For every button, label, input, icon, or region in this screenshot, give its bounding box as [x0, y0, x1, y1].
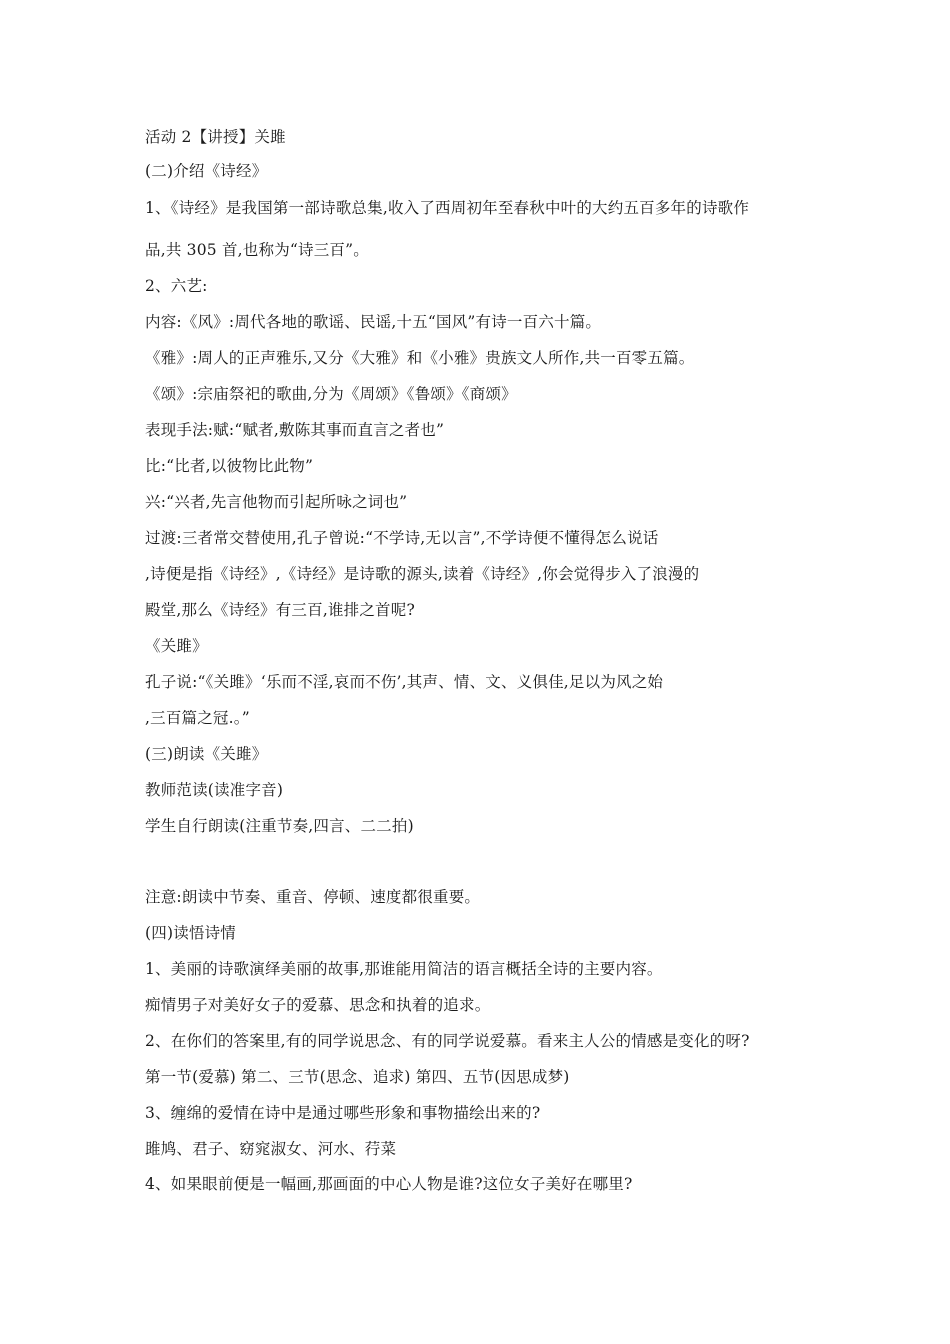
paragraph-line: 第一节(爱慕) 第二、三节(思念、追求) 第四、五节(因思成梦)	[145, 1068, 570, 1086]
paragraph-line: 2、在你们的答案里,有的同学说思念、有的同学说爱慕。看来主人公的情感是变化的呀?	[145, 1032, 750, 1050]
paragraph-line: 雎鸠、君子、窈窕淑女、河水、荇菜	[145, 1140, 397, 1158]
paragraph-line: 内容:《风》:周代各地的歌谣、民谣,十五“国风”有诗一百六十篇。	[145, 313, 602, 331]
section-heading-activity-2: 活动 2【讲授】关雎	[145, 128, 286, 146]
paragraph-line: 《颂》:宗庙祭祀的歌曲,分为《周颂》《鲁颂》《商颂》	[145, 385, 517, 403]
paragraph-line: 学生自行朗读(注重节奏,四言、二二拍)	[145, 817, 414, 835]
paragraph-line: 比:“比者,以彼物比此物”	[145, 457, 314, 475]
paragraph-line: 兴:“兴者,先言他物而引起所咏之词也”	[145, 493, 408, 511]
paragraph-line: 《关雎》	[145, 637, 208, 655]
paragraph-line: 殿堂,那么《诗经》有三百,谁排之首呢?	[145, 601, 415, 619]
paragraph-line: 1、《诗经》是我国第一部诗歌总集,收入了西周初年至春秋中叶的大约五百多年的诗歌作	[145, 199, 750, 217]
paragraph-line: 3、缠绵的爱情在诗中是通过哪些形象和事物描绘出来的?	[145, 1104, 541, 1122]
paragraph-line: 痴情男子对美好女子的爱慕、思念和执着的追求。	[145, 996, 491, 1014]
paragraph-line: 注意:朗读中节奏、重音、停顿、速度都很重要。	[145, 888, 481, 906]
subheading-reading: (三)朗读《关雎》	[145, 745, 268, 763]
paragraph-line: 过渡:三者常交替使用,孔子曾说:“不学诗,无以言”,不学诗便不懂得怎么说话	[145, 529, 659, 547]
paragraph-line: 1、美丽的诗歌演绎美丽的故事,那谁能用简洁的语言概括全诗的主要内容。	[145, 960, 663, 978]
paragraph-line: 表现手法:赋:“赋者,敷陈其事而直言之者也”	[145, 421, 445, 439]
paragraph-line: ,诗便是指《诗经》,《诗经》是诗歌的源头,读着《诗经》,你会觉得步入了浪漫的	[145, 565, 700, 583]
subheading-poem-feeling: (四)读悟诗情	[145, 924, 236, 942]
paragraph-line: 《雅》:周人的正声雅乐,又分《大雅》和《小雅》贵族文人所作,共一百零五篇。	[145, 349, 695, 367]
subheading-intro-shijing: (二)介绍《诗经》	[145, 162, 268, 180]
paragraph-line: 品,共 305 首,也称为“诗三百”。	[145, 241, 369, 259]
paragraph-line: ,三百篇之冠.。”	[145, 709, 250, 727]
paragraph-line: 4、如果眼前便是一幅画,那画面的中心人物是谁?这位女子美好在哪里?	[145, 1175, 633, 1193]
paragraph-line: 2、六艺:	[145, 277, 208, 295]
paragraph-line: 教师范读(读准字音)	[145, 781, 284, 799]
paragraph-line: 孔子说:“《关雎》‘乐而不淫,哀而不伤’,其声、情、文、义俱佳,足以为风之始	[145, 673, 664, 691]
